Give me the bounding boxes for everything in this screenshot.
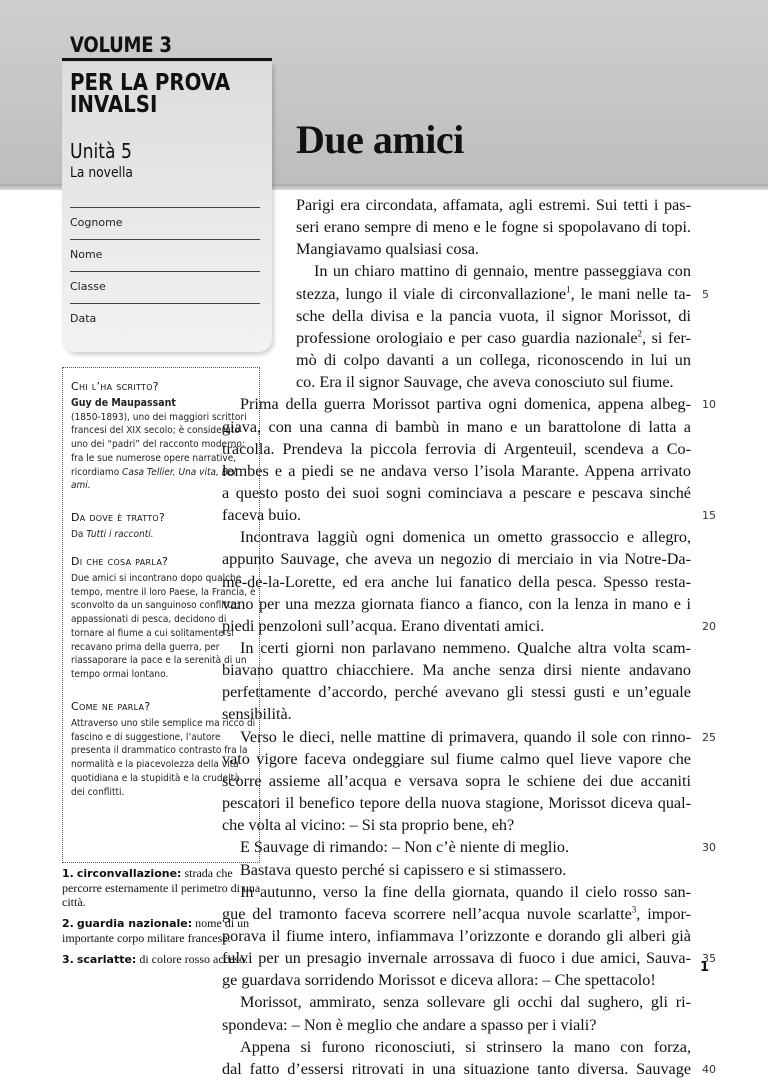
text-line: faceva buio. [222, 506, 302, 525]
text-line: perfettamente d’accordo, perché avevano gli stessi gusti e un’eguale [222, 683, 691, 702]
author-bio: (1850-1893), uno dei maggiori scrittori francesi del XIX secolo; è considerato uno dei “padri” del racconto moderno; fra le sue numerose opere narrative, ricordiamo [71, 411, 247, 478]
line-number: 15 [702, 509, 716, 523]
text-line: biavano quattro chiacchiere. Ma anche senza dirsi niente andavano [222, 661, 691, 680]
author-name: Guy de Maupassant [71, 397, 176, 409]
source-work: Tutti i racconti. [86, 529, 154, 540]
author-works: Casa Tellier, Una vita, Bel ami. [71, 466, 236, 492]
field-nome[interactable]: Nome [70, 239, 260, 261]
how-heading: Come ne parla? [71, 700, 151, 713]
line-number: 25 [702, 730, 716, 744]
text-line: In autunno, verso la fine della giornata, quando il cielo rosso san- [240, 882, 691, 901]
text-line: dal fatto d’essersi ritrovati in una situazione tanto diversa. Sauvage [222, 1059, 691, 1078]
text-line: vano per una mezza giornata fianco a fianco, con la lenza in mano e i [222, 594, 691, 613]
text-line: appunto Sauvage, che aveva un negozio di merciaio in via Notre-Da- [222, 550, 691, 569]
text-line: che volta al vicino: – Si sta proprio bene, eh? [222, 816, 515, 835]
text-line: fulvi per un presagio invernale arrossava di fuoco i due amici, Sauva- [222, 949, 691, 968]
line-number: 10 [702, 398, 716, 412]
text-line: seri erano sempre di meno e le fogne si spopolavano di topi. [296, 218, 691, 237]
text-line: Verso le dieci, nelle mattine di primavera, quando il sole con rinno- [240, 727, 691, 746]
from-prefix: Da [71, 529, 87, 540]
text-line: Incontrava laggiù ogni domenica un ometto grassoccio e allegro, [240, 528, 691, 547]
text-line: In certi giorni non parlavano nemmeno. Qualche altra volta scam- [240, 639, 691, 657]
line-number: 35 [702, 952, 716, 966]
text-line: Mangiavamo qualsiasi cosa. [296, 240, 479, 259]
line-number: 30 [702, 841, 716, 855]
text-line: Morissot, ammirato, senza sollevare gli occhi dal sughero, gli ri- [240, 993, 691, 1012]
volume-rule [62, 58, 272, 61]
text-line: vato vigore faceva ondeggiare sul fiume calmo quel lieve vapore che [222, 749, 691, 768]
who-heading: Chi l’ha scritto? [71, 380, 159, 393]
text-line: giava, con una canna di bambù in mano e un barattolone di latta a [222, 417, 691, 436]
text-line: spondeva: – Non è meglio che andare a spasso per i viali? [222, 1015, 597, 1034]
unit-label: Unità 5 [70, 139, 132, 163]
text-line: lombes e a piedi se ne andava verso l’isola Marante. Appena arrivato [222, 461, 691, 480]
text-line: Appena si furono riconosciuti, si strinsero la mano con forza, [240, 1037, 691, 1056]
text-line: Bastava questo perché si capissero e si stimassero. [240, 860, 567, 879]
plot-summary: Due amici si incontrano dopo qualche tempo, mentre il loro Paese, la Francia, è sconvolto da un sanguinoso conflitto; appassionati di pesca, decidono di tornare al fiume a cui solitamente si recavano prima della guerra, per riassaporare la pace e la serenità di un tempo ormai lontano. [71, 573, 256, 680]
field-classe[interactable]: Classe [70, 271, 260, 293]
text-line: ge guardava sorridendo Morissot e diceva allora: – Che spettacolo! [222, 971, 656, 990]
footnote: 3. scarlatte: di colore rosso acceso. [62, 952, 248, 966]
field-data[interactable]: Data [70, 303, 260, 325]
what-heading: Di che cosa parla? [71, 555, 169, 568]
text-line: gue del tramonto faceva scorrere nell’acqua nuvole scarlatte$^3$, impor- [222, 904, 691, 923]
line-number: 20 [702, 619, 716, 633]
volume-label: VOLUME 3 [70, 33, 172, 57]
text-line: piedi penzoloni sull’acqua. Erano diventati amici. [222, 616, 545, 635]
style-summary: Attraverso uno stile semplice ma ricco di fascino e di suggestione, l’autore presenta il drammatico contrasto fra la normalità e la piacevolezza della vita quotidiana e la stupidità e la crudeltà dei conflitti. [71, 718, 256, 798]
text-line: Prima della guerra Morissot partiva ogni domenica, appena albeg- [240, 395, 691, 414]
text-line: a questo posto dei suoi sogni cominciava a pescare e pescava sinché [222, 483, 691, 502]
footnote: 1. circonvallazione: strada che percorre esternamente il perimetro di una città. [62, 866, 261, 909]
text-line: stezza, lungo il viale di circonvallazione$^1$, le mani nelle ta- [296, 284, 691, 303]
text-line: In un chiaro mattino di gennaio, mentre passeggiava con [314, 262, 691, 281]
text-line: sensibilità. [222, 705, 292, 724]
text-line: sche della divisa e la pancia vuota, il signor Morissot, di [296, 306, 691, 325]
text-line: me-de-la-Lorette, ed era anche lui fanatico della pesca. Spesso resta- [222, 572, 691, 591]
text-line: mò di colpo davanti a un collega, riconoscendo in lui un [296, 351, 691, 370]
text-line: porava il fiume intero, infiammava l’orizzonte e dorando gli alberi già [222, 926, 691, 945]
text-line: scorre assieme all’acqua e versava sopra le schiene dei due accaniti [222, 771, 691, 790]
genre-label: La novella [70, 165, 133, 181]
page-number: 1 [700, 960, 710, 975]
text-line: professione orologiaio e per caso guardia nazionale$^2$, si fer- [296, 328, 691, 347]
text-line: Parigi era circondata, affamata, agli estremi. Sui tetti i pas- [296, 196, 691, 214]
line-number: 40 [702, 1062, 716, 1076]
text-line: tracolla. Prendeva la piccola ferrovia di Argenteuil, scendeva a Co- [222, 439, 691, 458]
story-title: Due amici [296, 117, 464, 162]
prova-invalsi-label: PER LA PROVA INVALSI [70, 70, 231, 118]
field-cognome[interactable]: Cognome [70, 207, 260, 229]
from-heading: Da dove è tratto? [71, 511, 166, 524]
footnote: 2. guardia nazionale: nome di un importante corpo militare francese. [62, 916, 250, 945]
line-number: 5 [702, 287, 709, 301]
text-line: pescatori il benefico tepore della nuova stagione, Morissot diceva qual- [222, 794, 691, 813]
text-line: co. Era il signor Sauvage, che aveva conosciuto sul fiume. [296, 373, 674, 392]
text-line: E Sauvage di rimando: – Non c’è niente di meglio. [240, 838, 570, 857]
